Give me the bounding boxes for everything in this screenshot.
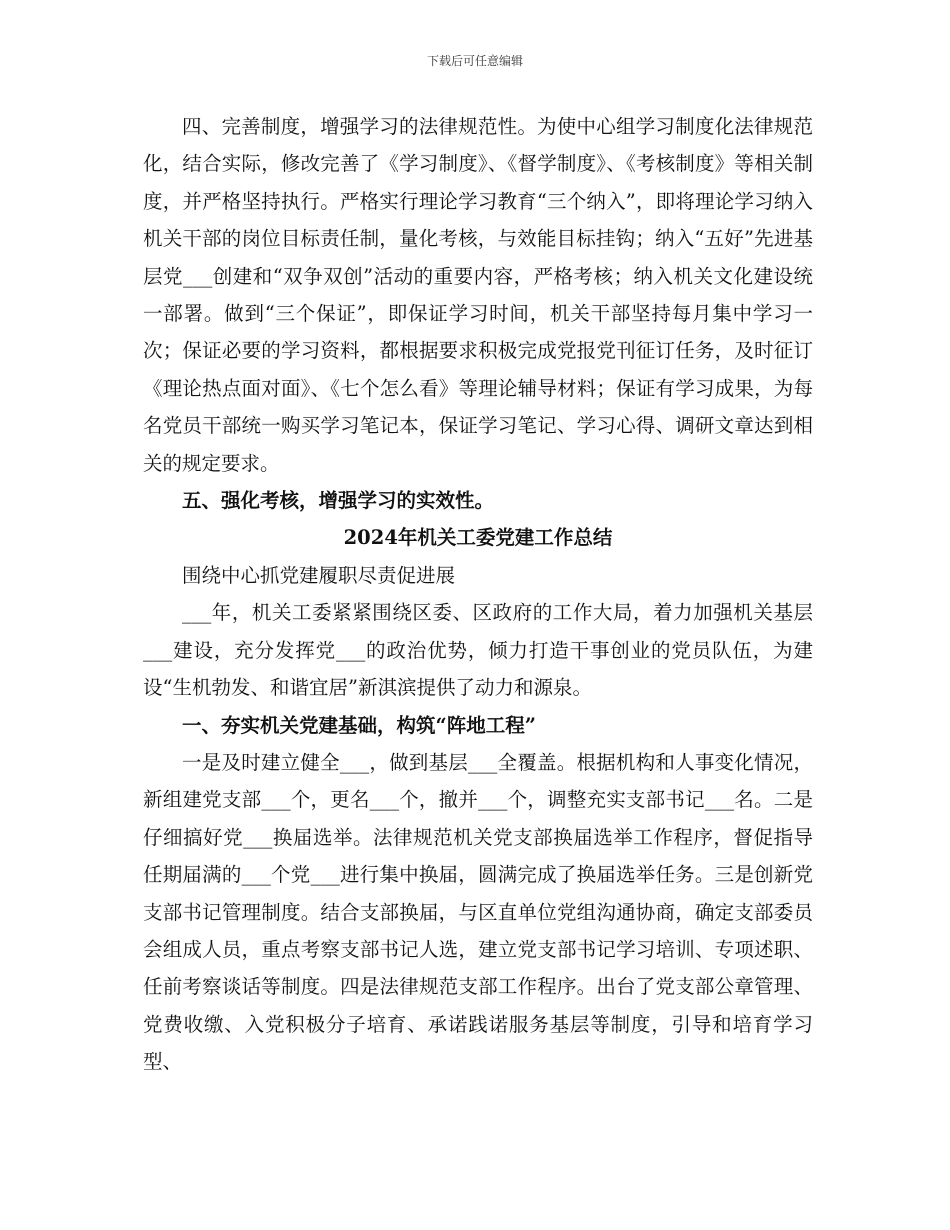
intro-paragraph: ___年，机关工委紧紧围绕区委、区政府的工作大局，着力加强机关基层___建设，充分发挥党___的政治优势，倾力打造干事创业的党员队伍，为建设“生机勃发、和谐宜居”新淇滨提供了动力和源泉。	[143, 601, 813, 700]
section-five-heading: 五、强化考核，增强学习的实效性。	[182, 489, 495, 513]
section-one-paragraph: 一是及时建立健全___，做到基层___全覆盖。根据机构和人事变化情况，新组建党支部___个，更名___个，撤并___个，调整充实支部书记___名。二是仔细搞好党___换届选举。法律规范机关党支部换届选举工作程序，督促指导任期届满的___个党___进行集中换届，圆满完成了换届选举任务。三是创新党支部书记管理制度。结合支部换届，与区直单位党组沟通协商，确定支部委员会组成人员，重点考察支部书记人选，建立党支部书记学习培训、专项述职、任前考察谈话等制度。四是法律规范支部工作程序。出台了党支部公章管理、党费收缴、入党积极分子培育、承诺践诺服务基层等制度，引导和培育学习型、	[143, 750, 813, 1074]
document-body	[143, 108, 813, 1081]
section-one-heading: 一、夯实机关党建基础，构筑“阵地工程”	[182, 713, 536, 737]
paragraph-section-four: 四、完善制度，增强学习的法律规范性。为使中心组学习制度化法律规范化，结合实际，修改完善了《学习制度》、《督学制度》、《考核制度》等相关制度，并严格坚持执行。严格实行理论学习教育“三个纳入”，即将理论学习纳入机关干部的岗位目标责任制，量化考核，与效能目标挂钩；纳入“五好”先进基层党___创建和“双争双创”活动的重要内容，严格考核；纳入机关文化建设统一部署。做到“三个保证”，即保证学习时间，机关干部坚持每月集中学习一次；保证必要的学习资料，都根据要求积极完成党报党刊征订任务，及时征订《理论热点面对面》、《七个怎么看》等理论辅导材料；保证有学习成果，为每名党员干部统一购买学习笔记本，保证学习笔记、学习心得、调研文章达到相关的规定要求。	[143, 115, 813, 475]
page-header: 下载后可任意编辑	[426, 54, 523, 68]
document-title: 2024年机关工委党建工作总结	[343, 526, 613, 550]
document-subtitle: 围绕中心抓党建履职尽责促进展	[182, 563, 456, 587]
